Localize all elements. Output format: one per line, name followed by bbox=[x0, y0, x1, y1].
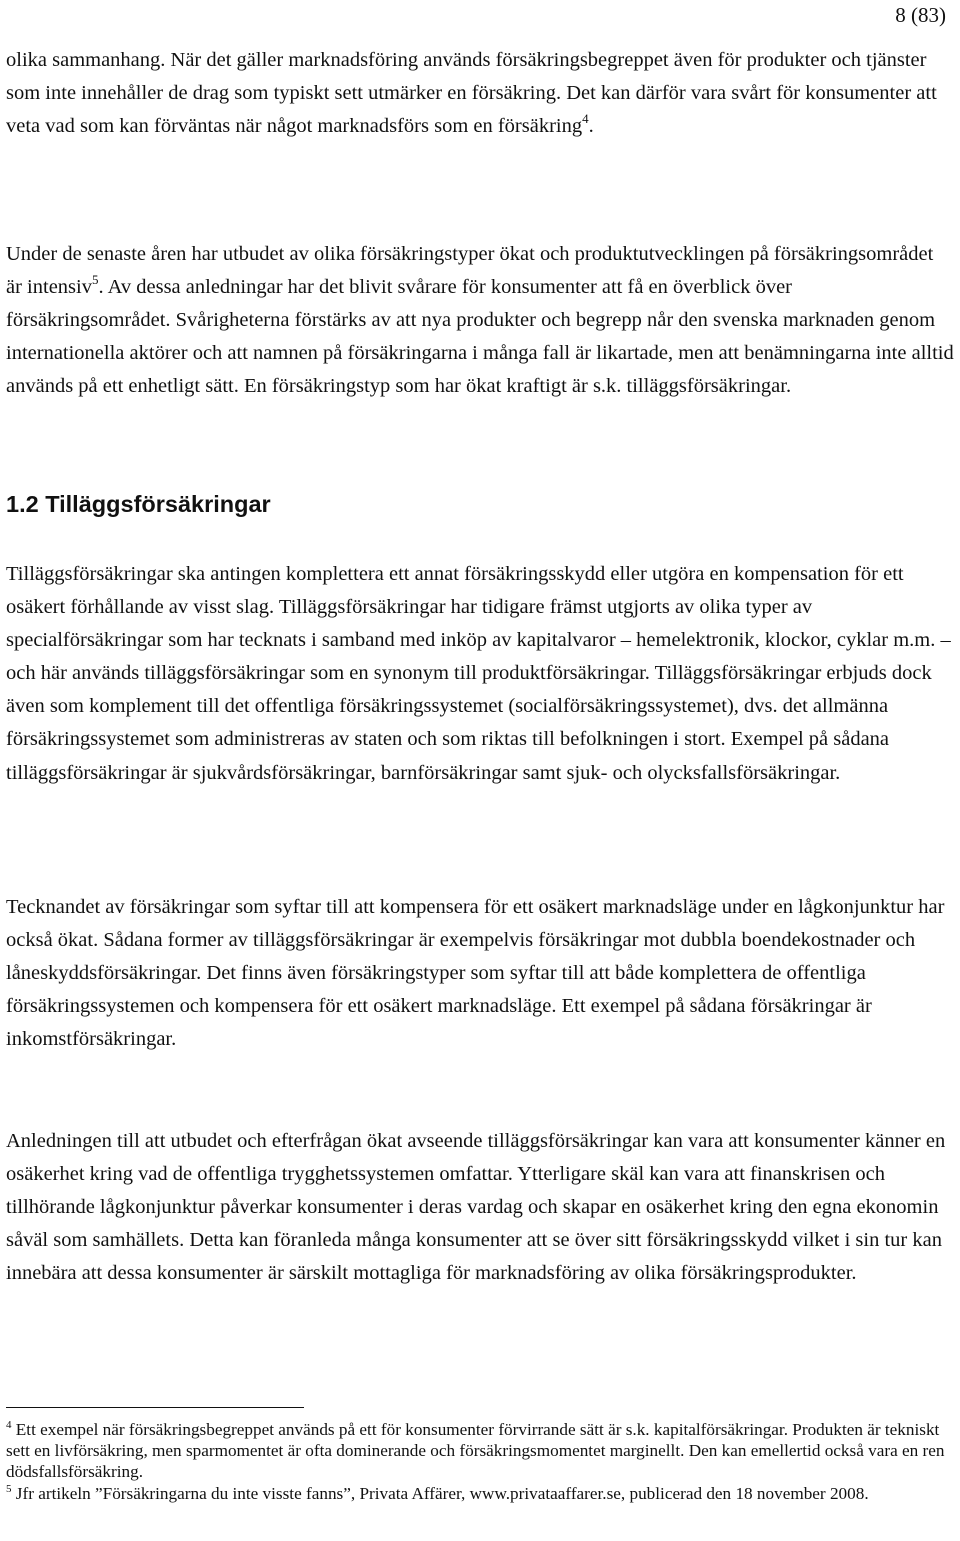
section-heading: 1.2 Tilläggsförsäkringar bbox=[6, 491, 271, 517]
footnote-reference[interactable]: 5 bbox=[91, 272, 99, 288]
paragraph: Tilläggsförsäkringar ska antingen komplettera ett annat försäkringsskydd eller utgöra en kompensation för ett osäkert förhållande av visst slag. Tilläggsförsäkringar har tidigare främst utgjorts av olika typer av specialförsäkringar som har tecknats i samband med inköp av kapitalvaror – hemelektronik, klockor, cyklar m.m. – och här används tilläggsförsäkringar som en synonym till produktförsäkringar. Tilläggsförsäkringar erbjuds dock även som komplement till det offentliga försäkringssystemet (socialförsäkringssystemet), dvs. det allmänna försäkringssystemet som administreras av staten och som riktas till befolkningen i stort. Exempel på sådana tilläggsförsäkringar är sjukvårdsförsäkringar, barnförsäkringar samt sjuk- och olycksfallsförsäkringar. bbox=[6, 563, 951, 784]
paragraph-text-end: . bbox=[588, 115, 594, 138]
footnote-text: Ett exempel när försäkringsbegreppet används på ett för konsumenter förvirrande sätt är s.k. kapitalförsäkringar. Produkten är tekniskt sett en livförsäkring, men sparmomentet är ofta dominerande och försäkringsmomentet marginellt. Den kan emellertid också vara en ren dödsfallsförsäkring. bbox=[6, 1420, 945, 1482]
paragraph bbox=[6, 238, 954, 403]
footnote-number: 5 bbox=[6, 1482, 12, 1495]
paragraph bbox=[6, 44, 954, 143]
paragraph-text: olika sammanhang. När det gäller marknadsföring används försäkringsbegreppet även för produkter och tjänster som inte innehåller de drag som typiskt sett utmärker en försäkring. Det kan därför vara svårt för konsumenter att veta vad som kan förväntas när något marknadsförs som en försäkring bbox=[6, 49, 937, 138]
footnotes bbox=[6, 1419, 954, 1504]
footnote-number: 4 bbox=[6, 1419, 12, 1431]
footnote bbox=[6, 1419, 954, 1483]
footnote-text: Jfr artikeln ”Försäkringarna du inte visste fanns”, Privata Affärer, www.privataaffarer.se, publicerad den 18 november 2008. bbox=[15, 1483, 869, 1503]
paragraph-text: Under de senaste åren har utbudet av olika försäkringstyper ökat och produktutvecklingen på försäkringsområdet är intensiv bbox=[6, 243, 934, 299]
footnote-separator bbox=[6, 1407, 304, 1408]
footnote bbox=[6, 1483, 954, 1504]
paragraph-text-end: . Av dessa anledningar har det blivit svårare för konsumenter att få en överblick över försäkringsområdet. Svårigheterna förstärks av att nya produkter och begrepp når den svenska marknaden genom internationella aktörer och att namnen på försäkringarna i många fall är likartade, men att benämningarna inte alltid används på ett enhetligt sätt. En försäkringstyp som har ökat kraftigt är s.k. tilläggsförsäkringar. bbox=[6, 276, 954, 398]
footnote-reference[interactable]: 4 bbox=[582, 111, 589, 127]
page-number: 8 (83) bbox=[895, 3, 946, 27]
paragraph: Tecknandet av försäkringar som syftar till att kompensera för ett osäkert marknadsläge under en lågkonjunktur har också ökat. Sådana former av tilläggsförsäkringar är exempelvis försäkringar mot dubbla boendekostnader och låneskyddsförsäkringar. Det finns även försäkringstyper som syftar till att både komplettera de offentliga försäkringssystemen och kompensera för ett osäkert marknadsläge. Ett exempel på sådana försäkringar är inkomstförsäkringar. bbox=[6, 896, 945, 1051]
paragraph: Anledningen till att utbudet och efterfrågan ökat avseende tilläggsförsäkringar kan vara att konsumenter känner en osäkerhet kring vad de offentliga trygghetssystemen omfattar. Ytterligare skäl kan vara att finanskrisen och tillhörande lågkonjunktur påverkar konsumenter i deras vardag och skapar en osäkerhet kring den egna ekonomin såväl som samhällets. Detta kan föranleda många konsumenter att se över sitt försäkringsskydd vilket i sin tur kan innebära att dessa konsumenter är särskilt mottagliga för marknadsföring av olika försäkringsprodukter. bbox=[6, 1130, 946, 1285]
